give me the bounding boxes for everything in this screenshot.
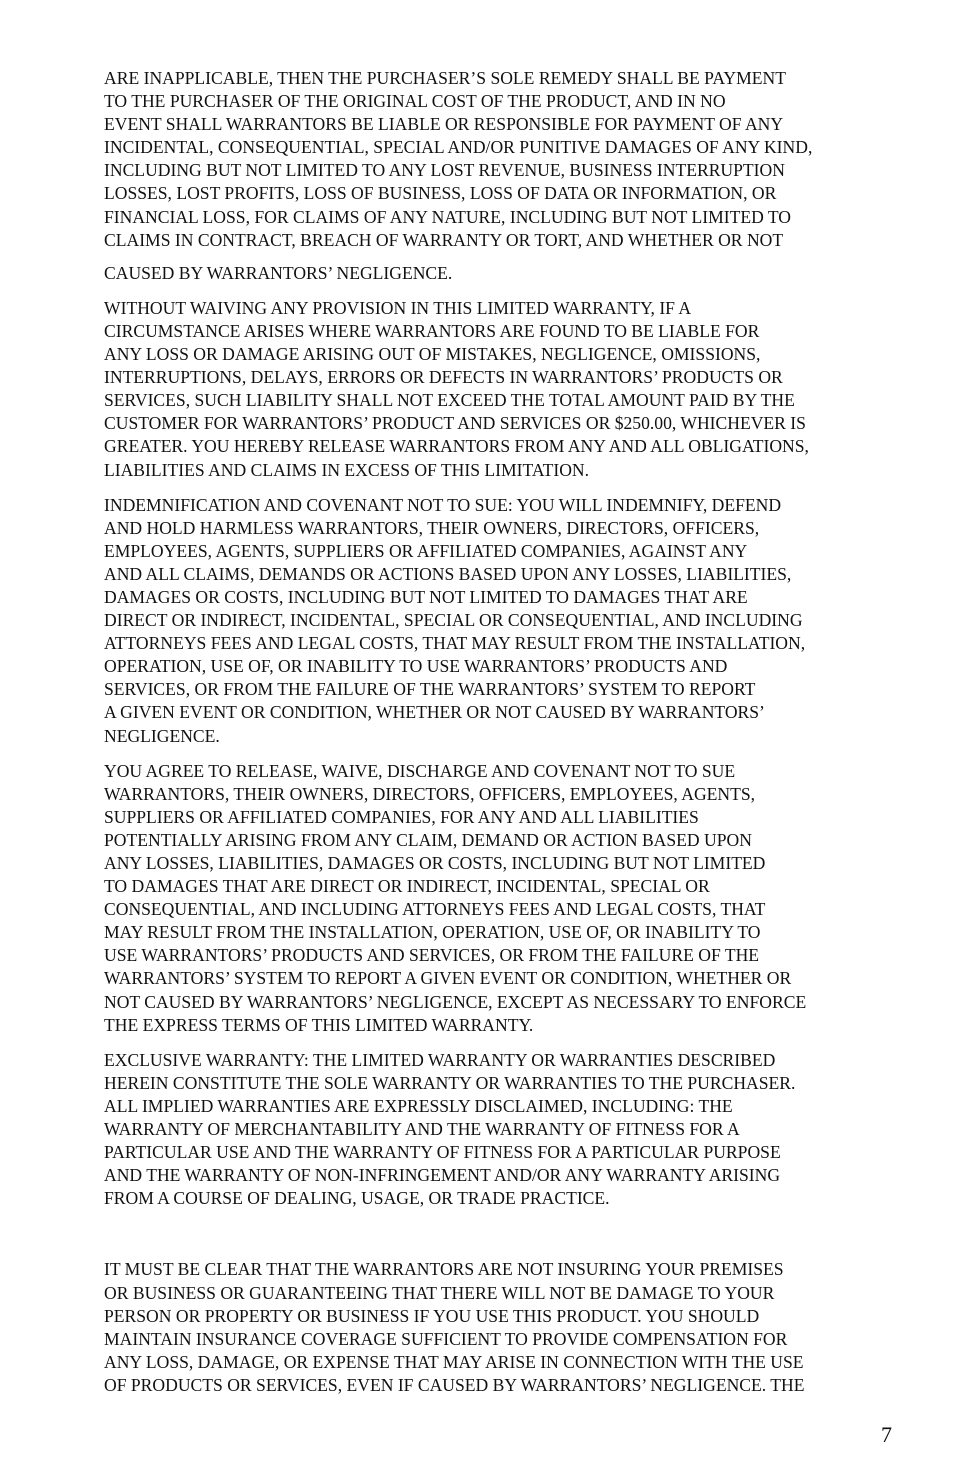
- text-line: NOT CAUSED BY WARRANTORS’ NEGLIGENCE, EXCEPT AS NECESSARY TO ENFORCE: [104, 991, 807, 1012]
- text-line: WARRANTY OF MERCHANTABILITY AND THE WARRANTY OF FITNESS FOR A: [104, 1119, 740, 1140]
- text-line: CUSTOMER FOR WARRANTORS’ PRODUCT AND SERVICES OR $250.00, WHICHEVER IS: [104, 413, 806, 434]
- paragraph-exclusive-warranty: [104, 1049, 904, 1211]
- text-line: SERVICES, OR FROM THE FAILURE OF THE WARRANTORS’ SYSTEM TO REPORT: [104, 679, 756, 700]
- text-line: ATTORNEYS FEES AND LEGAL COSTS, THAT MAY RESULT FROM THE INSTALLATION,: [104, 633, 806, 654]
- text-line: CONSEQUENTIAL, AND INCLUDING ATTORNEYS FEES AND LEGAL COSTS, THAT: [104, 899, 766, 920]
- page-number: 7: [881, 1422, 892, 1447]
- paragraph-release-waiver: [104, 760, 904, 1037]
- text-line: SERVICES, SUCH LIABILITY SHALL NOT EXCEED THE TOTAL AMOUNT PAID BY THE: [104, 390, 795, 411]
- text-line: FROM A COURSE OF DEALING, USAGE, OR TRADE PRACTICE.: [104, 1188, 610, 1209]
- text-line: CAUSED BY WARRANTORS’ NEGLIGENCE.: [104, 262, 453, 283]
- text-line: ANY LOSS, DAMAGE, OR EXPENSE THAT MAY ARISE IN CONNECTION WITH THE USE: [104, 1351, 804, 1372]
- paragraph-insurance-notice: [104, 1258, 904, 1397]
- text-line: IT MUST BE CLEAR THAT THE WARRANTORS ARE NOT INSURING YOUR PREMISES: [104, 1259, 784, 1280]
- text-line: TO THE PURCHASER OF THE ORIGINAL COST OF THE PRODUCT, AND IN NO: [104, 91, 726, 112]
- text-line: PARTICULAR USE AND THE WARRANTY OF FITNESS FOR A PARTICULAR PURPOSE: [104, 1142, 781, 1163]
- paragraph-negligence-clause: [104, 262, 904, 285]
- text-line: EVENT SHALL WARRANTORS BE LIABLE OR RESPONSIBLE FOR PAYMENT OF ANY: [104, 114, 784, 135]
- text-line: ARE INAPPLICABLE, THEN THE PURCHASER’S SOLE REMEDY SHALL BE PAYMENT: [104, 68, 786, 88]
- paragraph-remedy-limitation: [104, 67, 904, 252]
- text-line: OF PRODUCTS OR SERVICES, EVEN IF CAUSED BY WARRANTORS’ NEGLIGENCE. THE: [104, 1374, 805, 1395]
- paragraph-indemnification: [104, 494, 904, 748]
- text-line: USE WARRANTORS’ PRODUCTS AND SERVICES, OR FROM THE FAILURE OF THE: [104, 945, 760, 966]
- text-line: PERSON OR PROPERTY OR BUSINESS IF YOU USE THIS PRODUCT. YOU SHOULD: [104, 1305, 760, 1326]
- text-line: FINANCIAL LOSS, FOR CLAIMS OF ANY NATURE, INCLUDING BUT NOT LIMITED TO: [104, 206, 791, 227]
- text-line: WITHOUT WAIVING ANY PROVISION IN THIS LIMITED WARRANTY, IF A: [104, 297, 692, 318]
- text-line: DIRECT OR INDIRECT, INCIDENTAL, SPECIAL OR CONSEQUENTIAL, AND INCLUDING: [104, 610, 803, 631]
- text-line: LIABILITIES AND CLAIMS IN EXCESS OF THIS LIMITATION.: [104, 459, 590, 480]
- text-line: NEGLIGENCE.: [104, 725, 220, 746]
- text-line: AND ALL CLAIMS, DEMANDS OR ACTIONS BASED UPON ANY LOSSES, LIABILITIES,: [104, 563, 792, 584]
- text-line: TO DAMAGES THAT ARE DIRECT OR INDIRECT, INCIDENTAL, SPECIAL OR: [104, 876, 710, 897]
- text-line: INDEMNIFICATION AND COVENANT NOT TO SUE: YOU WILL INDEMNIFY, DEFEND: [104, 494, 782, 515]
- text-line: INCLUDING BUT NOT LIMITED TO ANY LOST REVENUE, BUSINESS INTERRUPTION: [104, 160, 785, 181]
- text-line: LOSSES, LOST PROFITS, LOSS OF BUSINESS, LOSS OF DATA OR INFORMATION, OR: [104, 183, 777, 204]
- text-line: ALL IMPLIED WARRANTIES ARE EXPRESSLY DISCLAIMED, INCLUDING: THE: [104, 1095, 733, 1116]
- text-line: POTENTIALLY ARISING FROM ANY CLAIM, DEMAND OR ACTION BASED UPON: [104, 829, 752, 850]
- paragraph-liability-cap: [104, 297, 904, 482]
- text-line: A GIVEN EVENT OR CONDITION, WHETHER OR NOT CAUSED BY WARRANTORS’: [104, 702, 765, 723]
- text-line: EMPLOYEES, AGENTS, SUPPLIERS OR AFFILIATED COMPANIES, AGAINST ANY: [104, 540, 748, 561]
- text-line: CLAIMS IN CONTRACT, BREACH OF WARRANTY OR TORT, AND WHETHER OR NOT: [104, 229, 784, 250]
- text-line: INTERRUPTIONS, DELAYS, ERRORS OR DEFECTS IN WARRANTORS’ PRODUCTS OR: [104, 367, 783, 388]
- text-line: SUPPLIERS OR AFFILIATED COMPANIES, FOR ANY AND ALL LIABILITIES: [104, 806, 699, 827]
- text-line: AND THE WARRANTY OF NON-INFRINGEMENT AND/OR ANY WARRANTY ARISING: [104, 1165, 781, 1186]
- text-line: GREATER. YOU HEREBY RELEASE WARRANTORS FROM ANY AND ALL OBLIGATIONS,: [104, 436, 809, 457]
- text-line: INCIDENTAL, CONSEQUENTIAL, SPECIAL AND/OR PUNITIVE DAMAGES OF ANY KIND,: [104, 137, 813, 158]
- text-line: OPERATION, USE OF, OR INABILITY TO USE WARRANTORS’ PRODUCTS AND: [104, 656, 728, 677]
- text-line: AND HOLD HARMLESS WARRANTORS, THEIR OWNERS, DIRECTORS, OFFICERS,: [104, 517, 760, 538]
- text-line: WARRANTORS, THEIR OWNERS, DIRECTORS, OFFICERS, EMPLOYEES, AGENTS,: [104, 783, 756, 804]
- text-line: MAY RESULT FROM THE INSTALLATION, OPERATION, USE OF, OR INABILITY TO: [104, 922, 761, 943]
- text-line: HEREIN CONSTITUTE THE SOLE WARRANTY OR WARRANTIES TO THE PURCHASER.: [104, 1072, 796, 1093]
- text-line: MAINTAIN INSURANCE COVERAGE SUFFICIENT TO PROVIDE COMPENSATION FOR: [104, 1328, 788, 1349]
- text-line: YOU AGREE TO RELEASE, WAIVE, DISCHARGE AND COVENANT NOT TO SUE: [104, 760, 736, 781]
- text-line: EXCLUSIVE WARRANTY: THE LIMITED WARRANTY OR WARRANTIES DESCRIBED: [104, 1049, 776, 1070]
- text-line: THE EXPRESS TERMS OF THIS LIMITED WARRANTY.: [104, 1014, 534, 1035]
- text-line: ANY LOSSES, LIABILITIES, DAMAGES OR COSTS, INCLUDING BUT NOT LIMITED: [104, 853, 766, 873]
- text-line: WARRANTORS’ SYSTEM TO REPORT A GIVEN EVENT OR CONDITION, WHETHER OR: [104, 968, 792, 989]
- text-line: ANY LOSS OR DAMAGE ARISING OUT OF MISTAKES, NEGLIGENCE, OMISSIONS,: [104, 344, 761, 365]
- text-line: OR BUSINESS OR GUARANTEEING THAT THERE WILL NOT BE DAMAGE TO YOUR: [104, 1282, 775, 1303]
- document-page: [104, 67, 904, 1397]
- text-line: CIRCUMSTANCE ARISES WHERE WARRANTORS ARE FOUND TO BE LIABLE FOR: [104, 320, 760, 341]
- text-line: DAMAGES OR COSTS, INCLUDING BUT NOT LIMITED TO DAMAGES THAT ARE: [104, 586, 748, 607]
